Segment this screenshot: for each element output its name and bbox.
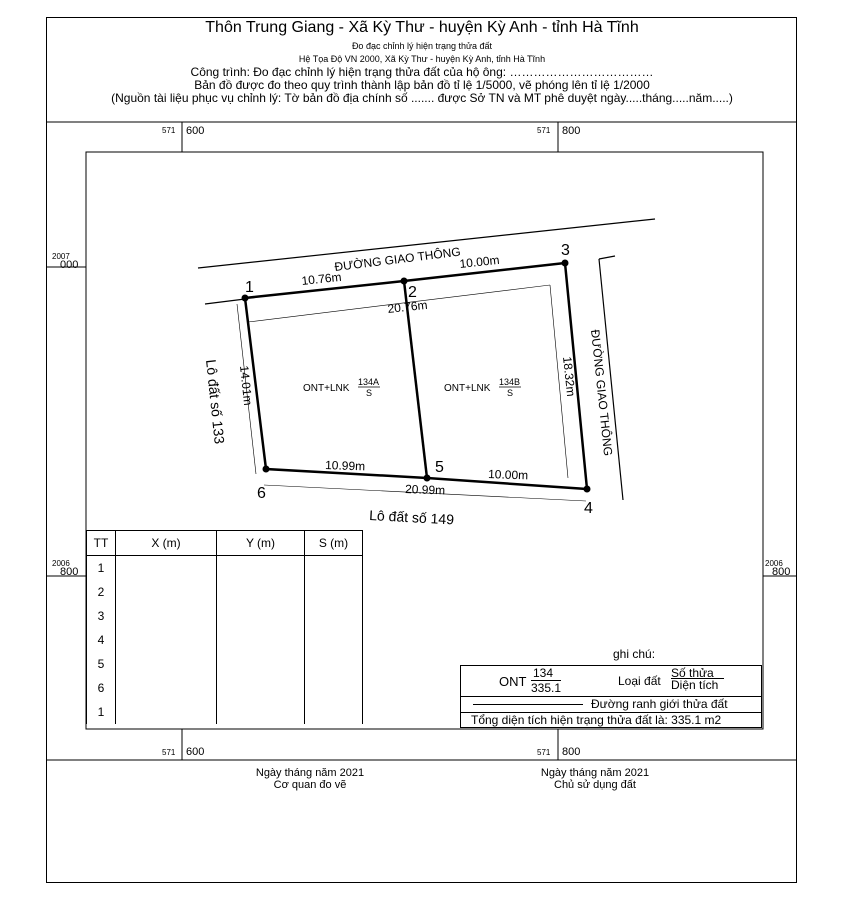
- footer-right-date: Ngày tháng năm 2021: [540, 767, 650, 779]
- road-top-label: ĐƯỜNG GIAO THÔNG: [333, 244, 462, 274]
- road-corner-edge: [599, 256, 615, 259]
- footer-right-org: Chủ sử dụng đất: [554, 779, 636, 791]
- row-index: 3: [87, 604, 116, 628]
- row-index: 6: [87, 676, 116, 700]
- grid-left-top-small: 2007: [52, 252, 70, 261]
- parcel-a-area: S: [366, 388, 373, 398]
- point-5-marker: [424, 475, 431, 482]
- dim-top-total: 20.76m: [386, 297, 429, 316]
- dim-bottom-a: 10.99m: [324, 458, 366, 474]
- note-label: ghi chú:: [613, 647, 656, 661]
- point-2-label: 2: [408, 284, 417, 301]
- point-3-label: 3: [561, 242, 570, 259]
- header-line-3: Công trình: Đo đạc chỉnh lý hiện trạng thửa đất của hộ ông: ………………………………: [190, 65, 654, 79]
- table-row: [87, 652, 363, 676]
- table-header-s: S (m): [305, 531, 363, 556]
- table-header-y: Y (m): [217, 531, 305, 556]
- parcel-a-number: 134A: [358, 377, 380, 387]
- road-top-near-edge: [205, 299, 245, 304]
- row-index: 1: [87, 556, 116, 581]
- dim-top-a: 10.76m: [300, 269, 343, 288]
- table-row: [87, 580, 363, 604]
- table-row: [87, 700, 363, 724]
- grid-top-left-small: 571: [162, 126, 176, 135]
- point-2-marker: [401, 278, 408, 285]
- parcel-a-label: ONT+LNK: [303, 383, 350, 394]
- header-line-2: Hệ Tọa Độ VN 2000, Xã Kỳ Thư - huyện Kỳ Anh, tỉnh Hà Tĩnh: [298, 54, 546, 64]
- legend-box: [460, 665, 762, 728]
- parcel-b-area: S: [507, 388, 514, 398]
- table-header-tt: TT: [87, 531, 116, 556]
- grid-right-small: 2006: [765, 559, 783, 568]
- grid-top-right-big: 800: [562, 125, 581, 137]
- legend-number: 134: [533, 666, 554, 680]
- coordinate-table: [86, 530, 363, 724]
- dim-bottom-total: 20.99m: [404, 482, 446, 498]
- parcel-b-number: 134B: [499, 377, 521, 387]
- table-row: [87, 556, 363, 581]
- footer-left: [215, 767, 405, 791]
- row-index: 1: [87, 700, 116, 724]
- point-1-label: 1: [245, 279, 254, 296]
- grid-top-left-big: 600: [186, 125, 205, 137]
- point-4-label: 4: [584, 500, 593, 517]
- point-6-label: 6: [257, 485, 266, 502]
- point-6-marker: [263, 466, 270, 473]
- footer-left-date: Ngày tháng năm 2021: [255, 767, 365, 779]
- dim-top-b: 10.00m: [458, 252, 501, 271]
- road-right-label: ĐƯỜNG GIAO THÔNG: [588, 328, 616, 457]
- grid-right-big: 800: [772, 566, 791, 578]
- grid-left-top-big: 000: [60, 259, 79, 271]
- grid-bottom-left-big: 600: [186, 746, 205, 758]
- legend-type: ONT: [499, 674, 527, 689]
- table-header-x: X (m): [116, 531, 217, 556]
- grid-bottom-left-small: 571: [162, 748, 176, 757]
- grid-bottom-right-small: 571: [537, 748, 551, 757]
- dim-right: 18.32m: [560, 355, 579, 398]
- grid-left-bottom-small: 2006: [52, 559, 70, 568]
- legend-area: 335.1: [531, 681, 562, 695]
- legend-land-type: Loại đất: [618, 674, 661, 688]
- header-line-1: Đo đạc chỉnh lý hiện trạng thửa đất: [351, 41, 493, 51]
- point-3-marker: [562, 260, 569, 267]
- table-row: [87, 604, 363, 628]
- lot-bottom-label: Lô đất số 149: [368, 507, 455, 528]
- point-5-label: 5: [435, 459, 444, 476]
- table-row: [87, 628, 363, 652]
- footer-left-org: Cơ quan đo vẽ: [273, 779, 347, 791]
- lot-left-label: Lô đất số 133: [203, 358, 228, 445]
- legend-boundary-text: Đường ranh giới thửa đất: [591, 697, 728, 711]
- legend-parcel-number: Số thửa: [671, 666, 714, 680]
- legend-sample: [493, 666, 593, 696]
- row-index: 2: [87, 580, 116, 604]
- grid-bottom-right-big: 800: [562, 746, 581, 758]
- header-line-4: Bản đồ được đo theo quy trình thành lập bản đồ tỉ lệ 1/5000, vẽ phóng lên tỉ lệ 1/2000: [194, 78, 650, 92]
- dim-bottom-b: 10.00m: [487, 467, 529, 483]
- header-title: Thôn Trung Giang - Xã Kỳ Thư - huyện Kỳ Anh - tỉnh Hà Tĩnh: [205, 19, 639, 36]
- parcel-b-label: ONT+LNK: [444, 383, 491, 394]
- table-row: [87, 676, 363, 700]
- footer-right: [500, 767, 690, 791]
- header-line-5: (Nguồn tài liệu phục vụ chỉnh lý: Tờ bản đồ địa chính số ....... được Sở TN và MT phê duyệt ngày.....tháng.....năm.....): [111, 91, 733, 105]
- legend-total-area: Tổng diện tích hiện trạng thửa đất là: 335.1 m2: [471, 713, 722, 727]
- grid-top-right-small: 571: [537, 126, 551, 135]
- row-index: 5: [87, 652, 116, 676]
- row-index: 4: [87, 628, 116, 652]
- legend-area-caption: Diện tích: [671, 678, 719, 692]
- grid-left-bottom-big: 800: [60, 566, 79, 578]
- legend-boundary-sample: [473, 704, 583, 705]
- dim-left: 14.01m: [237, 364, 256, 407]
- point-4-marker: [584, 486, 591, 493]
